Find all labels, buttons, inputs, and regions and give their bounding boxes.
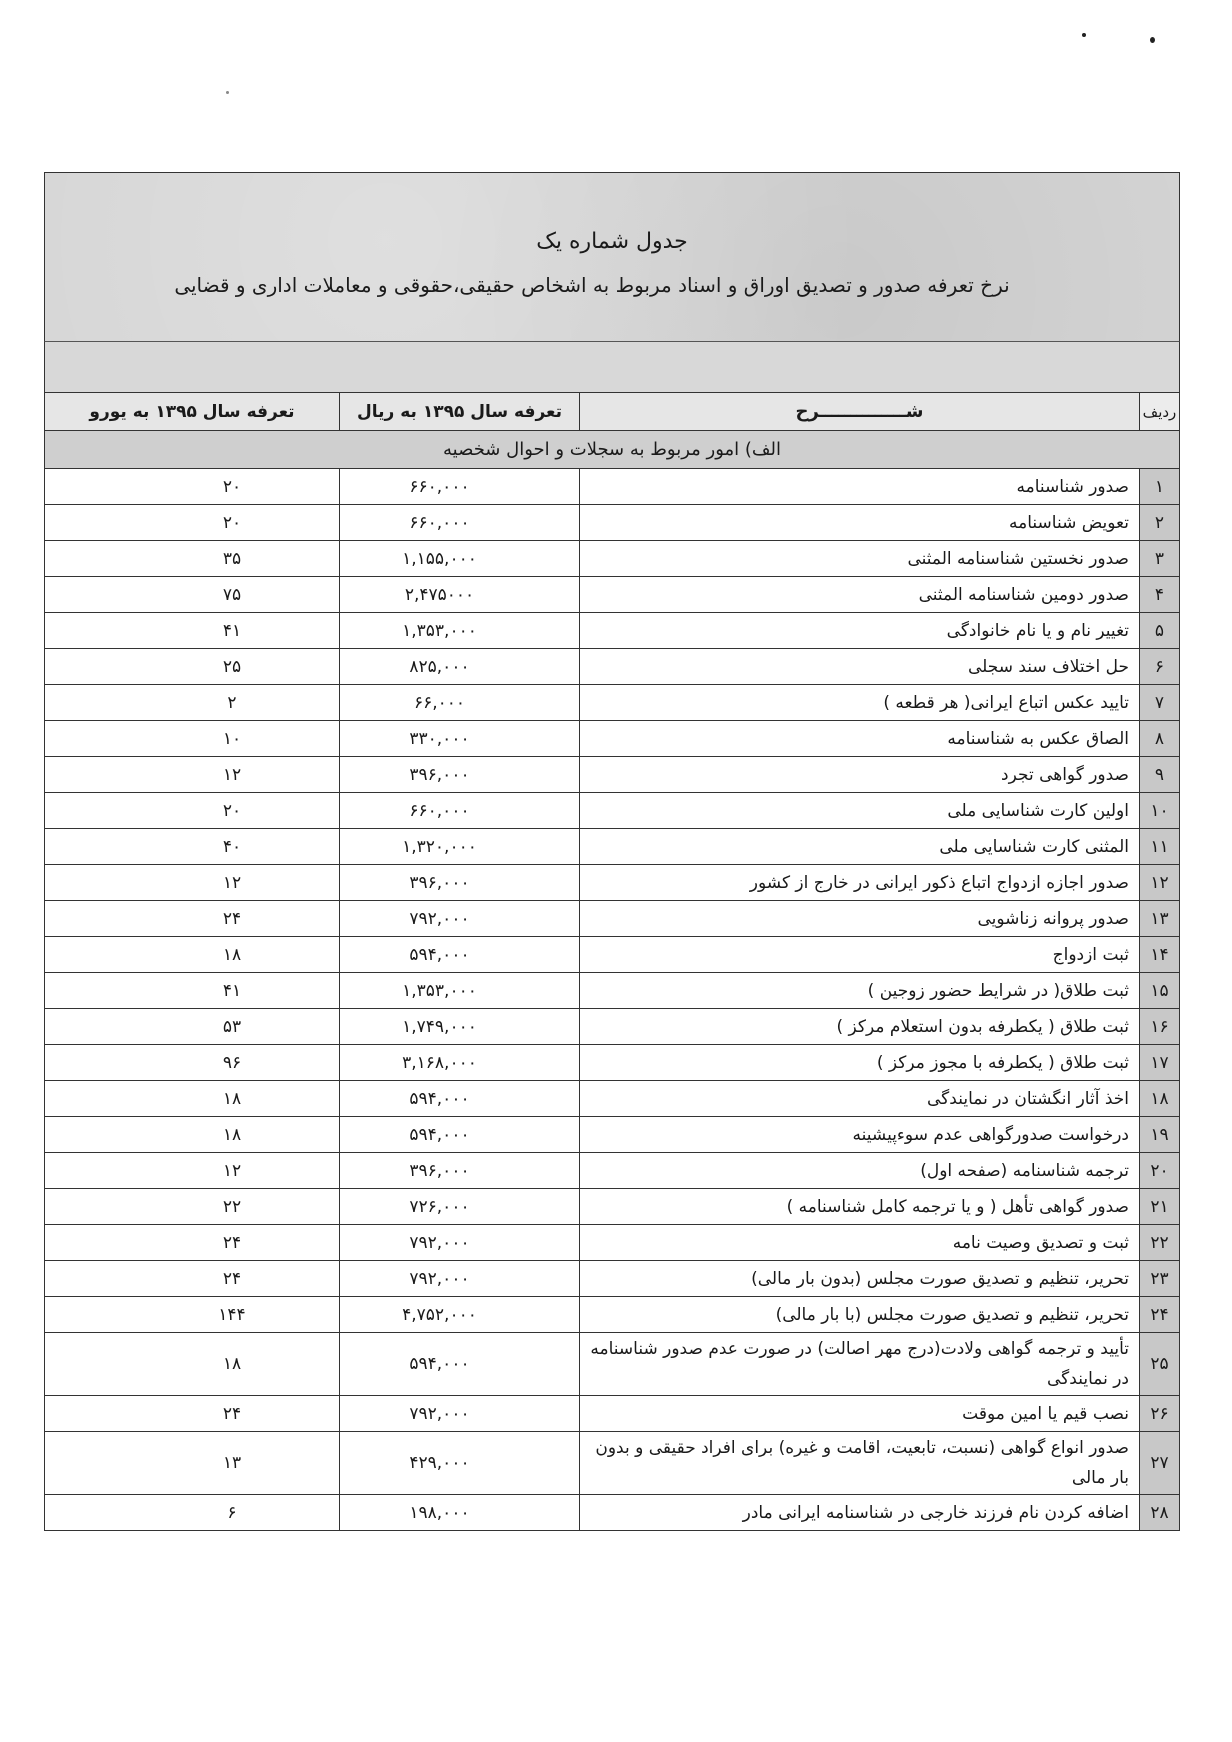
- description-cell: صدور شناسنامه: [580, 469, 1140, 505]
- tariff-euro-value: ۳۵: [222, 548, 242, 569]
- tariff-euro-value: ۵۳: [222, 1016, 242, 1037]
- tariff-table: [44, 392, 1180, 1531]
- description-cell: ثبت ازدواج: [580, 937, 1140, 973]
- tariff-euro-value: ۲۵: [222, 656, 242, 677]
- section-title: الف) امور مربوط به سجلات و احوال شخصیه: [45, 431, 1180, 469]
- tariff-euro-value: ۱۲: [222, 1160, 242, 1181]
- tariff-euro-cell: [45, 1153, 340, 1189]
- tariff-rial-value: ۶۶۰,۰۰۰: [409, 800, 470, 821]
- description-cell: حل اختلاف سند سجلی: [580, 649, 1140, 685]
- table-row: [45, 1189, 1180, 1225]
- tariff-rial-value: ۳۹۶,۰۰۰: [409, 872, 470, 893]
- tariff-euro-value: ۲۲: [222, 1196, 242, 1217]
- description-cell: تأیید و ترجمه گواهی ولادت(درج مهر اصالت) در صورت عدم صدور شناسنامه در نمایندگی: [580, 1333, 1140, 1396]
- table-row: [45, 829, 1180, 865]
- tariff-rial-cell: [340, 901, 580, 937]
- table-row: [45, 541, 1180, 577]
- title-spacer-band: [44, 341, 1180, 392]
- tariff-rial-value: ۳,۱۶۸,۰۰۰: [402, 1052, 477, 1073]
- tariff-rial-cell: [340, 1432, 580, 1495]
- tariff-rial-value: ۱,۳۵۳,۰۰۰: [402, 980, 477, 1001]
- tariff-rial-cell: [340, 541, 580, 577]
- tariff-rial-value: ۷۹۲,۰۰۰: [409, 1403, 470, 1424]
- tariff-euro-cell: [45, 757, 340, 793]
- description-cell: الصاق عکس به شناسنامه: [580, 721, 1140, 757]
- table-row: [45, 685, 1180, 721]
- description-cell: اولین کارت شناسایی ملی: [580, 793, 1140, 829]
- table-row: [45, 1396, 1180, 1432]
- tariff-euro-cell: [45, 469, 340, 505]
- tariff-rial-cell: [340, 1333, 580, 1396]
- tariff-rial-cell: [340, 1261, 580, 1297]
- tariff-rial-value: ۵۹۴,۰۰۰: [409, 1354, 470, 1374]
- header-row-number: ردیف: [1140, 393, 1180, 431]
- table-row: [45, 1117, 1180, 1153]
- tariff-rial-cell: [340, 1009, 580, 1045]
- row-number-cell: ۵: [1140, 613, 1180, 649]
- scan-speck: [1082, 33, 1086, 37]
- tariff-euro-cell: [45, 1225, 340, 1261]
- tariff-euro-cell: [45, 1396, 340, 1432]
- tariff-euro-cell: [45, 937, 340, 973]
- tariff-euro-cell: [45, 1189, 340, 1225]
- row-number-cell: ۱۲: [1140, 865, 1180, 901]
- tariff-rial-value: ۳۹۶,۰۰۰: [409, 1160, 470, 1181]
- row-number-cell: ۲: [1140, 505, 1180, 541]
- row-number-cell: ۹: [1140, 757, 1180, 793]
- table-row: [45, 577, 1180, 613]
- row-number-cell: ۱۶: [1140, 1009, 1180, 1045]
- tariff-table-container: [44, 172, 1180, 1531]
- tariff-rial-value: ۶۶۰,۰۰۰: [409, 476, 470, 497]
- tariff-rial-cell: [340, 469, 580, 505]
- tariff-euro-cell: [45, 721, 340, 757]
- tariff-rial-value: ۱,۱۵۵,۰۰۰: [402, 548, 477, 569]
- description-cell: درخواست صدورگواهی عدم سوءپیشینه: [580, 1117, 1140, 1153]
- tariff-euro-cell: [45, 1261, 340, 1297]
- table-row: [45, 1297, 1180, 1333]
- row-number-cell: ۷: [1140, 685, 1180, 721]
- tariff-euro-value: ۲۰: [222, 800, 242, 821]
- header-tariff-euro: تعرفه سال ۱۳۹۵ به یورو: [45, 393, 340, 431]
- table-row: [45, 1261, 1180, 1297]
- tariff-euro-value: ۴۱: [222, 620, 242, 641]
- description-cell: تحریر، تنظیم و تصدیق صورت مجلس (با بار مالی): [580, 1297, 1140, 1333]
- tariff-rial-value: ۱,۷۴۹,۰۰۰: [402, 1016, 477, 1037]
- tariff-euro-cell: [45, 613, 340, 649]
- document-subtitle: نرخ تعرفه صدور و تصدیق اوراق و اسناد مربوط به اشخاص حقیقی،حقوقی و معاملات اداری و قضایی: [174, 273, 1010, 297]
- description-cell: تایید عکس اتباع ایرانی( هر قطعه ): [580, 685, 1140, 721]
- table-row: [45, 1045, 1180, 1081]
- table-row: [45, 901, 1180, 937]
- tariff-rial-value: ۵۹۴,۰۰۰: [409, 1124, 470, 1145]
- tariff-euro-cell: [45, 685, 340, 721]
- table-row: [45, 1333, 1180, 1396]
- tariff-euro-cell: [45, 973, 340, 1009]
- description-cell: نصب قیم یا امین موقت: [580, 1396, 1140, 1432]
- row-number-cell: ۲۸: [1140, 1495, 1180, 1531]
- description-cell: صدور گواهی تجرد: [580, 757, 1140, 793]
- description-cell: ثبت طلاق ( یکطرفه بدون استعلام مرکز ): [580, 1009, 1140, 1045]
- table-title-block: [44, 172, 1180, 341]
- description-cell: اخذ آثار انگشتان در نمایندگی: [580, 1081, 1140, 1117]
- table-row: [45, 1009, 1180, 1045]
- description-cell: ثبت طلاق ( یکطرفه با مجوز مرکز ): [580, 1045, 1140, 1081]
- tariff-euro-value: ۲۴: [222, 908, 242, 929]
- table-row: [45, 973, 1180, 1009]
- tariff-euro-cell: [45, 1009, 340, 1045]
- row-number-cell: ۱۹: [1140, 1117, 1180, 1153]
- tariff-rial-cell: [340, 1225, 580, 1261]
- tariff-rial-value: ۶۶۰,۰۰۰: [409, 512, 470, 533]
- row-number-cell: ۸: [1140, 721, 1180, 757]
- row-number-cell: ۶: [1140, 649, 1180, 685]
- description-cell: صدور دومین شناسنامه المثنی: [580, 577, 1140, 613]
- tariff-euro-cell: [45, 1081, 340, 1117]
- row-number-cell: ۲۴: [1140, 1297, 1180, 1333]
- tariff-rial-value: ۱۹۸,۰۰۰: [409, 1502, 470, 1523]
- tariff-rial-cell: [340, 937, 580, 973]
- tariff-euro-value: ۲۰: [222, 476, 242, 497]
- tariff-rial-value: ۷۹۲,۰۰۰: [409, 908, 470, 929]
- table-row: [45, 1081, 1180, 1117]
- tariff-rial-value: ۴۲۹,۰۰۰: [409, 1453, 470, 1473]
- table-row: [45, 505, 1180, 541]
- tariff-euro-cell: [45, 793, 340, 829]
- tariff-euro-cell: [45, 829, 340, 865]
- tariff-rial-cell: [340, 1045, 580, 1081]
- row-number-cell: ۱۴: [1140, 937, 1180, 973]
- description-cell: صدور نخستین شناسنامه المثنی: [580, 541, 1140, 577]
- tariff-euro-value: ۲۴: [222, 1232, 242, 1253]
- scan-speck: [226, 91, 229, 94]
- tariff-rial-cell: [340, 1081, 580, 1117]
- table-header-row: [45, 393, 1180, 431]
- row-number-cell: ۲۷: [1140, 1432, 1180, 1495]
- tariff-rial-value: ۲,۴۷۵۰۰۰: [404, 584, 475, 605]
- tariff-euro-cell: [45, 541, 340, 577]
- tariff-euro-value: ۲۰: [222, 512, 242, 533]
- row-number-cell: ۱: [1140, 469, 1180, 505]
- description-cell: صدور گواهی تأهل ( و یا ترجمه کامل شناسنامه ): [580, 1189, 1140, 1225]
- description-cell: صدور اجازه ازدواج اتباع ذکور ایرانی در خارج از کشور: [580, 865, 1140, 901]
- tariff-euro-value: ۶: [227, 1502, 237, 1523]
- tariff-rial-cell: [340, 685, 580, 721]
- table-row: [45, 469, 1180, 505]
- table-row: [45, 1153, 1180, 1189]
- tariff-euro-value: ۱۲: [222, 764, 242, 785]
- tariff-euro-cell: [45, 649, 340, 685]
- tariff-rial-cell: [340, 505, 580, 541]
- tariff-euro-cell: [45, 577, 340, 613]
- description-cell: تغییر نام و یا نام خانوادگی: [580, 613, 1140, 649]
- tariff-euro-value: ۱۴۴: [218, 1304, 246, 1325]
- tariff-rial-value: ۱,۳۵۳,۰۰۰: [402, 620, 477, 641]
- description-cell: ترجمه شناسنامه (صفحه اول): [580, 1153, 1140, 1189]
- description-cell: المثنی کارت شناسایی ملی: [580, 829, 1140, 865]
- tariff-rial-cell: [340, 613, 580, 649]
- tariff-euro-value: ۱۲: [222, 872, 242, 893]
- table-row: [45, 865, 1180, 901]
- tariff-euro-value: ۷۵: [222, 584, 242, 605]
- tariff-euro-value: ۴۱: [222, 980, 242, 1001]
- table-row: [45, 1495, 1180, 1531]
- header-description: شــــــــــــــرح: [580, 393, 1140, 431]
- tariff-rial-cell: [340, 721, 580, 757]
- table-row: [45, 937, 1180, 973]
- description-cell: اضافه کردن نام فرزند خارجی در شناسنامه ایرانی مادر: [580, 1495, 1140, 1531]
- tariff-rial-cell: [340, 865, 580, 901]
- document-title: جدول شماره یک: [536, 229, 688, 254]
- tariff-rial-value: ۸۲۵,۰۰۰: [409, 656, 470, 677]
- tariff-euro-cell: [45, 901, 340, 937]
- description-cell: صدور انواع گواهی (نسبت، تابعیت، اقامت و غیره) برای افراد حقیقی و بدون بار مالی: [580, 1432, 1140, 1495]
- tariff-euro-value: ۴۰: [222, 836, 242, 857]
- tariff-rial-cell: [340, 1297, 580, 1333]
- tariff-rial-cell: [340, 973, 580, 1009]
- row-number-cell: ۱۱: [1140, 829, 1180, 865]
- tariff-rial-cell: [340, 1117, 580, 1153]
- table-row: [45, 1225, 1180, 1261]
- row-number-cell: ۲۱: [1140, 1189, 1180, 1225]
- tariff-rial-value: ۶۶,۰۰۰: [413, 692, 466, 713]
- tariff-rial-cell: [340, 1189, 580, 1225]
- tariff-rial-value: ۷۲۶,۰۰۰: [409, 1196, 470, 1217]
- tariff-euro-value: ۱۸: [222, 1354, 242, 1374]
- tariff-rial-value: ۵۹۴,۰۰۰: [409, 944, 470, 965]
- tariff-rial-value: ۷۹۲,۰۰۰: [409, 1232, 470, 1253]
- description-cell: صدور پروانه زناشویی: [580, 901, 1140, 937]
- row-number-cell: ۲۵: [1140, 1333, 1180, 1396]
- tariff-rial-cell: [340, 1396, 580, 1432]
- tariff-rial-cell: [340, 649, 580, 685]
- tariff-euro-value: ۱۰: [222, 728, 242, 749]
- description-cell: تحریر، تنظیم و تصدیق صورت مجلس (بدون بار مالی): [580, 1261, 1140, 1297]
- tariff-rial-value: ۷۹۲,۰۰۰: [409, 1268, 470, 1289]
- tariff-euro-value: ۲: [227, 692, 237, 713]
- table-row: [45, 613, 1180, 649]
- description-cell: تعویض شناسنامه: [580, 505, 1140, 541]
- tariff-rial-cell: [340, 757, 580, 793]
- table-row: [45, 757, 1180, 793]
- tariff-rial-cell: [340, 829, 580, 865]
- tariff-euro-cell: [45, 505, 340, 541]
- tariff-euro-cell: [45, 865, 340, 901]
- row-number-cell: ۲۳: [1140, 1261, 1180, 1297]
- table-row: [45, 721, 1180, 757]
- tariff-rial-cell: [340, 1153, 580, 1189]
- tariff-euro-value: ۹۶: [222, 1052, 242, 1073]
- section-header-row: [45, 431, 1180, 469]
- row-number-cell: ۳: [1140, 541, 1180, 577]
- tariff-euro-value: ۱۸: [222, 1088, 242, 1109]
- tariff-euro-value: ۲۴: [222, 1403, 242, 1424]
- description-cell: ثبت و تصدیق وصیت نامه: [580, 1225, 1140, 1261]
- description-cell: ثبت طلاق( در شرایط حضور زوجین ): [580, 973, 1140, 1009]
- row-number-cell: ۲۶: [1140, 1396, 1180, 1432]
- tariff-rial-value: ۴,۷۵۲,۰۰۰: [402, 1304, 477, 1325]
- tariff-rial-cell: [340, 793, 580, 829]
- tariff-euro-cell: [45, 1117, 340, 1153]
- row-number-cell: ۴: [1140, 577, 1180, 613]
- tariff-euro-cell: [45, 1297, 340, 1333]
- tariff-euro-cell: [45, 1333, 340, 1396]
- row-number-cell: ۱۷: [1140, 1045, 1180, 1081]
- row-number-cell: ۲۲: [1140, 1225, 1180, 1261]
- tariff-euro-cell: [45, 1495, 340, 1531]
- tariff-rial-cell: [340, 577, 580, 613]
- tariff-euro-value: ۱۸: [222, 1124, 242, 1145]
- table-row: [45, 1432, 1180, 1495]
- table-row: [45, 793, 1180, 829]
- tariff-rial-value: ۳۳۰,۰۰۰: [409, 728, 470, 749]
- row-number-cell: ۱۵: [1140, 973, 1180, 1009]
- tariff-euro-value: ۱۳: [222, 1453, 242, 1473]
- tariff-rial-value: ۳۹۶,۰۰۰: [409, 764, 470, 785]
- tariff-rial-value: ۱,۳۲۰,۰۰۰: [402, 836, 477, 857]
- table-row: [45, 649, 1180, 685]
- row-number-cell: ۱۳: [1140, 901, 1180, 937]
- tariff-euro-value: ۱۸: [222, 944, 242, 965]
- row-number-cell: ۲۰: [1140, 1153, 1180, 1189]
- row-number-cell: ۱۰: [1140, 793, 1180, 829]
- scan-speck: [1150, 37, 1155, 43]
- tariff-rial-cell: [340, 1495, 580, 1531]
- tariff-euro-value: ۲۴: [222, 1268, 242, 1289]
- row-number-cell: ۱۸: [1140, 1081, 1180, 1117]
- header-tariff-rial: تعرفه سال ۱۳۹۵ به ریال: [340, 393, 580, 431]
- tariff-euro-cell: [45, 1045, 340, 1081]
- tariff-euro-cell: [45, 1432, 340, 1495]
- tariff-rial-value: ۵۹۴,۰۰۰: [409, 1088, 470, 1109]
